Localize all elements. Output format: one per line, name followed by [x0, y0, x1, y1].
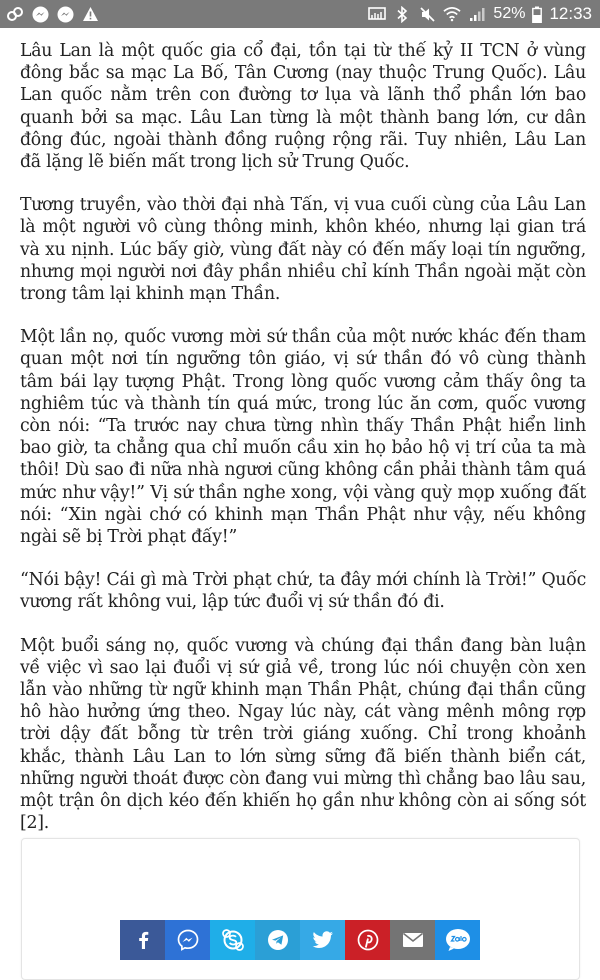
- mute-icon: [418, 5, 436, 23]
- messenger-icon: [31, 5, 49, 23]
- skype-share-button[interactable]: [210, 920, 255, 960]
- twitter-icon: [312, 931, 334, 949]
- telegram-icon: [267, 929, 289, 951]
- zalo-icon: [445, 928, 471, 952]
- article-body: [20, 40, 586, 856]
- article-paragraph: Một lần nọ, quốc vương mời sứ thần của một nước khác đến tham quan một nơi tín ngưỡng tôn giáo, vị sứ thần đó vô cùng thành tâm bái lạy tượng Phật. Trong lòng quốc vương cảm thấy ông ta nghiêm túc và thành tín quá mức, trong lúc ăn cơm, quốc vương còn nói: “Ta trước nay chưa từng nhìn thấy Thần Phật hiển linh bao giờ, ta chẳng qua chỉ muốn cầu xin họ bảo hộ vị trí của ta mà thôi! Dù sao đi nữa nhà ngươi cũng không cần phải thành tâm quá mức như vậy!” Vị sứ thần nghe xong, vội vàng quỳ mọp xuống đất nói: “Xin ngài chớ có khinh mạn Thần Phật như vậy, nếu không ngài sẽ bị Trời phạt đấy!”: [20, 327, 586, 548]
- messenger-icon: [56, 5, 74, 23]
- article-paragraph: Lâu Lan là một quốc gia cổ đại, tồn tại từ thế kỷ II TCN ở vùng đông bắc sa mạc La Bố, Tân Cương (nay thuộc Trung Quốc). Lâu Lan quốc nằm trên con đường tơ lụa và lãnh thổ phần lớn bao quanh bởi sa mạc. Lâu Lan từng là một thành bang lớn, cư dân đông đúc, ngoài thành đồng ruộng rộng rãi. Tuy nhiên, Lâu Lan đã lặng lẽ biến mất trong lịch sử Trung Quốc.: [20, 41, 586, 173]
- facebook-icon: [137, 931, 149, 949]
- battery-icon: [532, 5, 542, 23]
- messenger-share-button[interactable]: [165, 920, 210, 960]
- wifi-icon: [443, 5, 461, 23]
- pinterest-share-button[interactable]: [345, 920, 390, 960]
- skype-icon: [222, 929, 244, 951]
- share-bar: [120, 920, 480, 960]
- bluetooth-icon: [393, 5, 411, 23]
- article-paragraph: Một buổi sáng nọ, quốc vương và chúng đại thần đang bàn luận về việc vì sao lại đuổi vị sứ giả về, trong lúc nói chuyện còn xen lẫn vào những từ ngữ khinh mạn Thần Phật, chúng đại thần cũng hô hào hưởng ứng theo. Ngay lúc này, cát vàng mênh mông rợp trời dậy đất bỗng từ trên trời giáng xuống. Chỉ trong khoảnh khắc, thành Lâu Lan to lớn sừng sững đã biến thành biển cát, những người thoát được còn đang vui mừng thì chẳng bao lâu sau, một trận ôn dịch kéo đến khiến họ gần như không còn ai sống sót [2].: [20, 635, 586, 834]
- notification-icons: [0, 5, 99, 23]
- system-icons: [368, 4, 600, 24]
- status-bar: [0, 0, 600, 28]
- zalo-share-button[interactable]: [435, 920, 480, 960]
- article-paragraph: “Nói bậy! Cái gì mà Trời phạt chứ, ta đây mới chính là Trời!” Quốc vương rất không vui, lập tức đuổi vị sứ thần đó đi.: [20, 570, 586, 613]
- signal-icon: [468, 5, 486, 23]
- facebook-share-button[interactable]: [120, 920, 165, 960]
- warning-icon: [81, 5, 99, 23]
- article-paragraph: Tương truyền, vào thời đại nhà Tấn, vị vua cuối cùng của Lâu Lan là một người vô cùng thông minh, khôn khéo, nhưng lại gian trá và xu nịnh. Lúc bấy giờ, vùng đất này có đến mấy loại tín ngưỡng, nhưng mọi người nơi đây phần nhiều chỉ kính Thần ngoài mặt còn trong tâm lại khinh mạn Thần.: [20, 195, 586, 305]
- app-notification-icon: [6, 5, 24, 23]
- clock: 12:33: [549, 4, 592, 23]
- screen-cast-icon: [368, 5, 386, 23]
- email-icon: [402, 932, 424, 948]
- pinterest-icon: [357, 929, 379, 951]
- battery-percent: 52%: [493, 5, 526, 22]
- email-share-button[interactable]: [390, 920, 435, 960]
- telegram-share-button[interactable]: [255, 920, 300, 960]
- twitter-share-button[interactable]: [300, 920, 345, 960]
- messenger-icon: [177, 929, 199, 951]
